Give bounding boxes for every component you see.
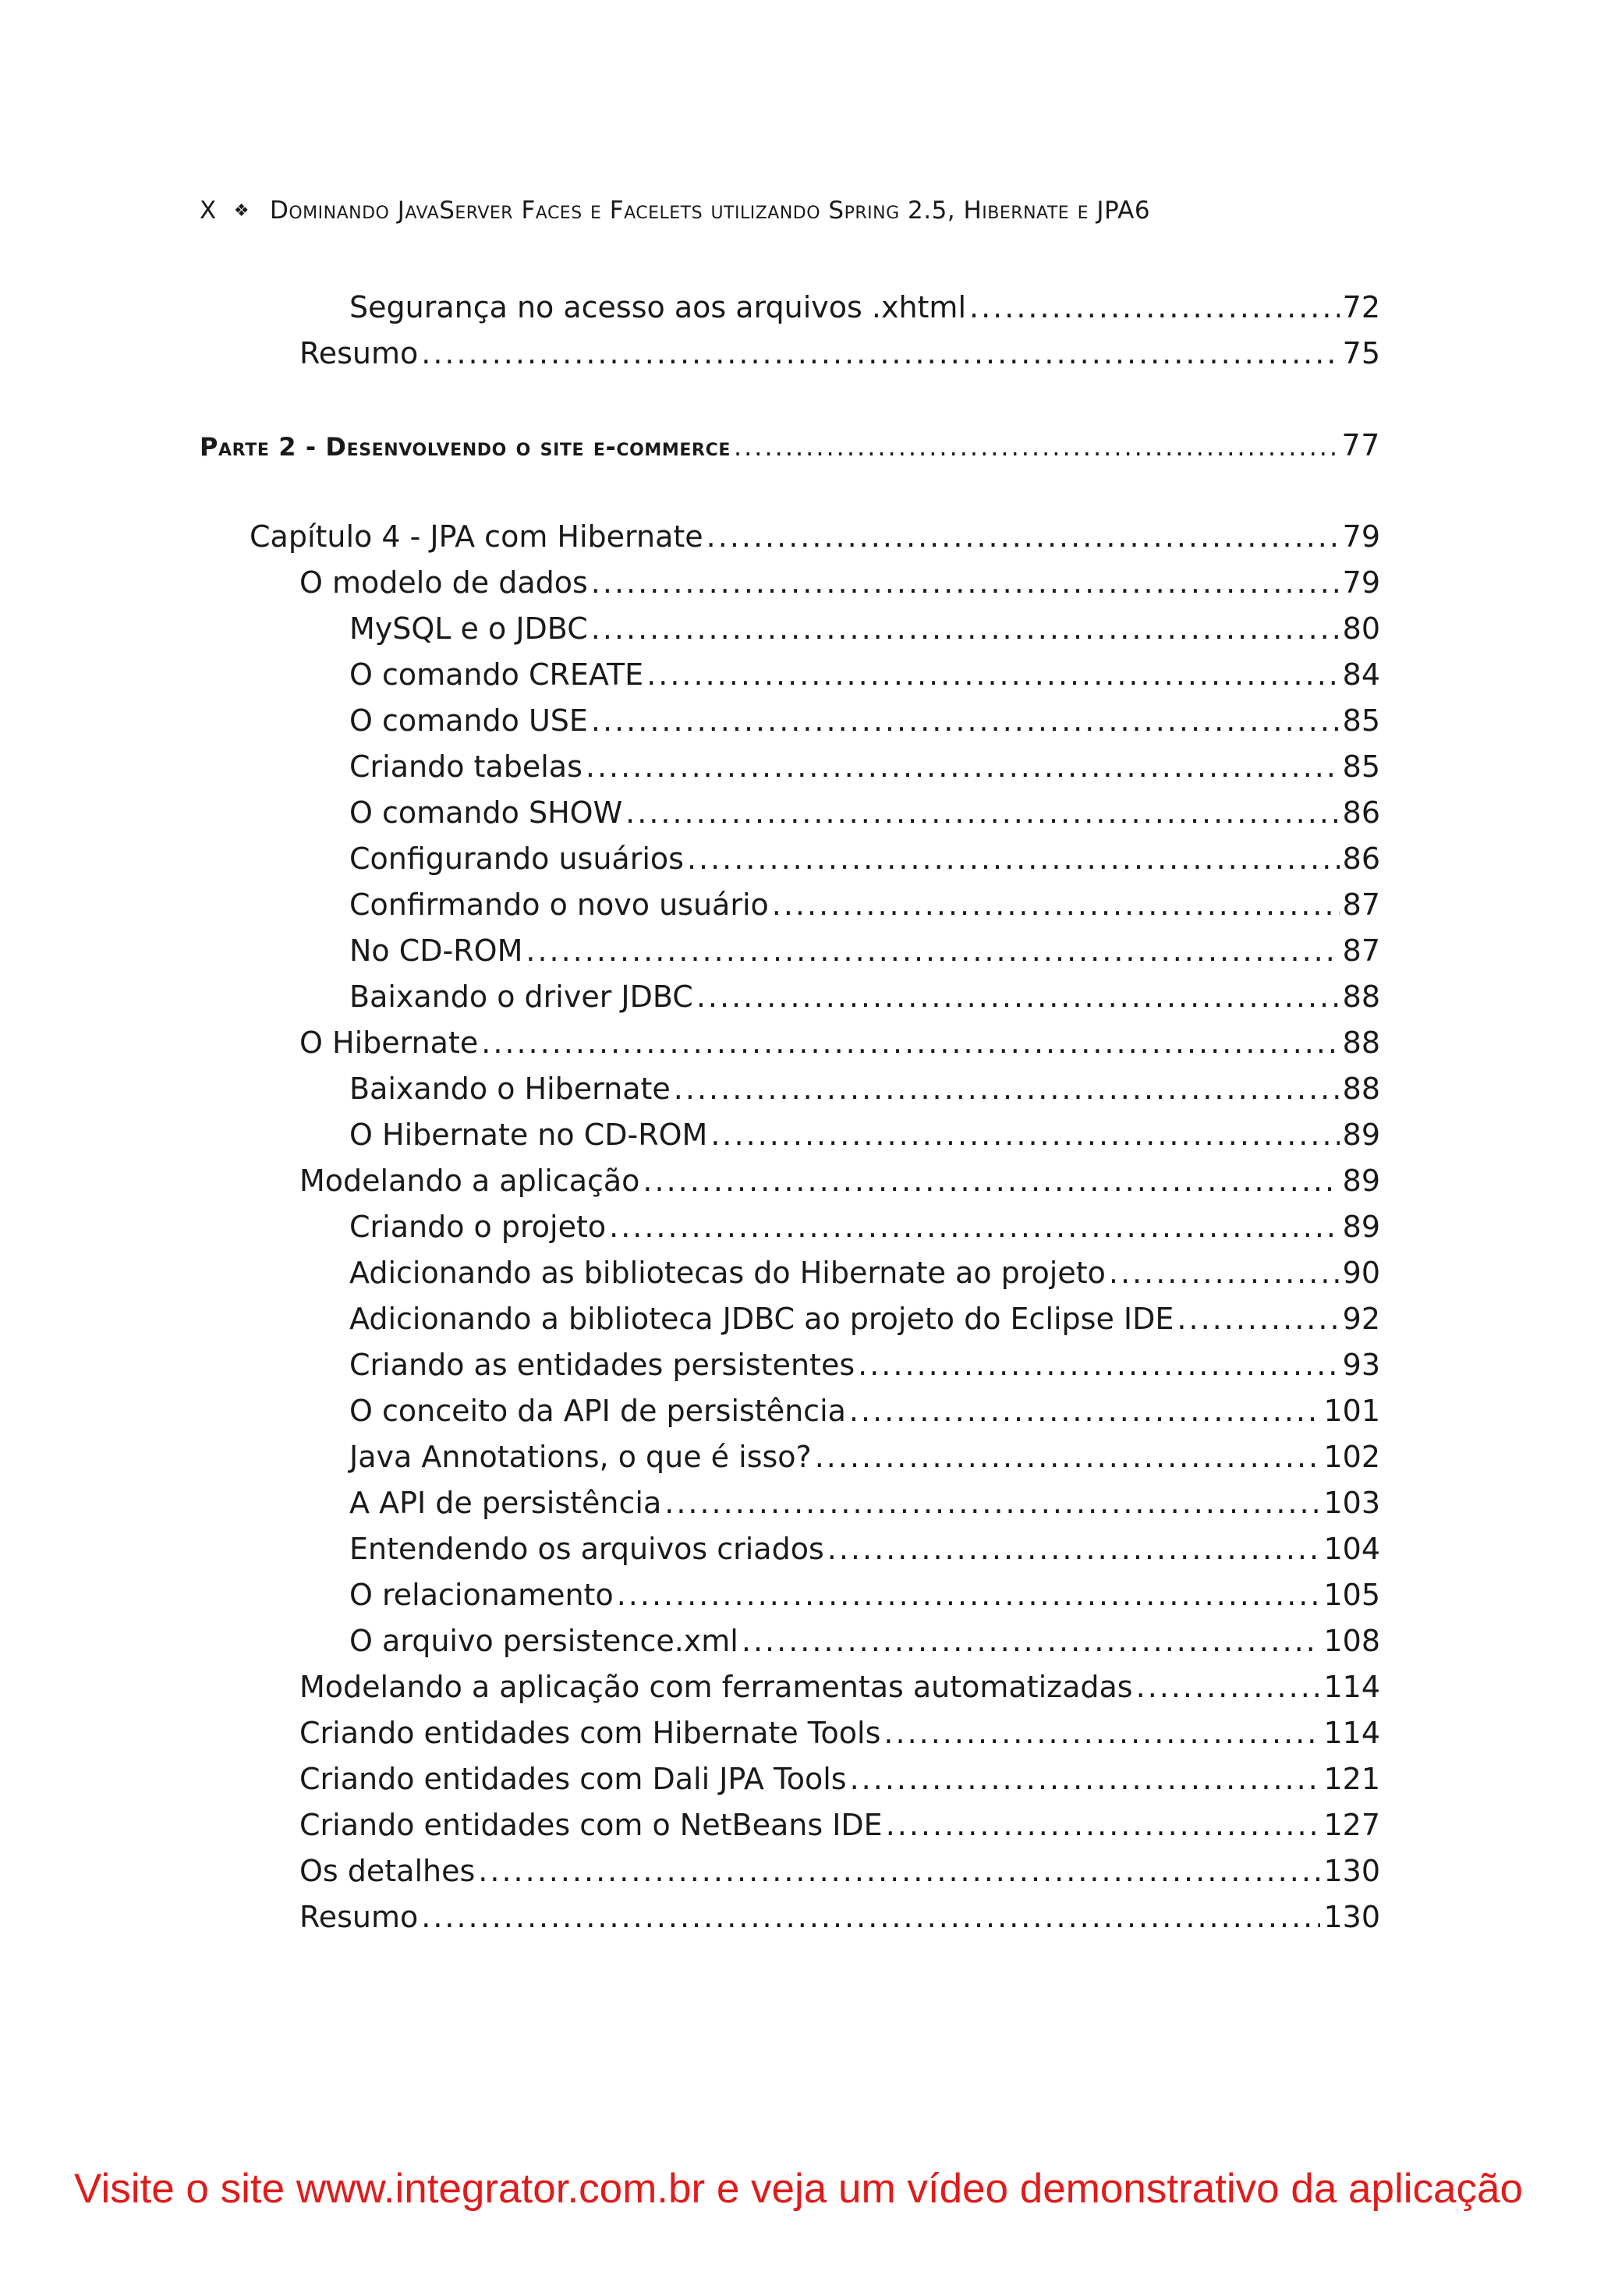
toc-part-entry	[200, 428, 1380, 467]
toc-page-number: 89	[1342, 1118, 1380, 1152]
toc-page-number: 101	[1323, 1394, 1380, 1428]
toc-dot-leader	[827, 1532, 1321, 1566]
toc-entry	[349, 657, 1380, 696]
toc-entry-title: Segurança no acesso aos arquivos .xhtml	[349, 290, 967, 324]
toc-dot-leader	[421, 1900, 1320, 1934]
toc-page-number: 121	[1323, 1762, 1380, 1796]
toc-dot-leader	[1177, 1302, 1339, 1336]
toc-entry-title: Criando tabelas	[349, 749, 582, 784]
toc-page-number: 114	[1323, 1670, 1380, 1704]
toc-entry-title: O Hibernate no CD-ROM	[349, 1118, 708, 1152]
toc-entry-title: O conceito da API de persistência	[349, 1394, 846, 1428]
toc-page-number: 102	[1323, 1440, 1380, 1474]
toc-page-number: 77	[1341, 428, 1380, 462]
toc-entry-title: Os detalhes	[299, 1854, 476, 1888]
toc-dot-leader	[772, 888, 1340, 922]
toc-entry	[299, 1716, 1380, 1755]
toc-entry-title: Confirmando o novo usuário	[349, 888, 769, 922]
toc-entry-title: O comando SHOW	[349, 795, 623, 830]
toc-entry-title: Configurando usuários	[349, 842, 684, 876]
toc-page-number: 90	[1342, 1256, 1380, 1290]
toc-page-number: 103	[1323, 1486, 1380, 1520]
toc-page-number: 104	[1323, 1532, 1380, 1566]
toc-entry-title: Adicionando as bibliotecas do Hibernate ao projeto	[349, 1256, 1106, 1290]
toc-dot-leader	[421, 336, 1339, 370]
toc-dot-leader	[591, 611, 1340, 646]
toc-page-number: 75	[1342, 336, 1380, 370]
toc-entry-title: Java Annotations, o que é isso?	[349, 1440, 812, 1474]
toc-entry	[349, 1624, 1380, 1663]
toc-entry-title: Modelando a aplicação com ferramentas automatizadas	[299, 1670, 1133, 1704]
toc-entry	[299, 565, 1380, 604]
toc-entry-title: Baixando o Hibernate	[349, 1072, 671, 1106]
toc-entry-title: O Hibernate	[299, 1026, 479, 1060]
toc-dot-leader	[526, 934, 1339, 968]
toc-page-number: 92	[1342, 1302, 1380, 1336]
toc-entry	[299, 1026, 1380, 1065]
toc-page-number: 87	[1342, 888, 1380, 922]
toc-entry-title: Resumo	[299, 1900, 419, 1934]
toc-page-number: 93	[1342, 1348, 1380, 1382]
toc-page-number: 88	[1342, 1072, 1380, 1106]
toc-entry-title: Criando entidades com o NetBeans IDE	[299, 1808, 883, 1842]
toc-page-number: 130	[1323, 1854, 1380, 1888]
toc-entry	[349, 795, 1380, 834]
toc-page-number: 86	[1342, 842, 1380, 876]
toc-entry	[299, 1762, 1380, 1801]
toc-page-number: 87	[1342, 934, 1380, 968]
toc-entry	[349, 1578, 1380, 1617]
running-header	[200, 197, 1150, 225]
toc-dot-leader	[710, 1118, 1339, 1152]
toc-entry-title: Criando entidades com Hibernate Tools	[299, 1716, 881, 1750]
toc-entry-title: A API de persistência	[349, 1486, 662, 1520]
page-marker: X	[200, 197, 217, 225]
toc-entry	[349, 611, 1380, 650]
toc-dot-leader	[664, 1486, 1320, 1520]
toc-entry	[349, 1118, 1380, 1157]
toc-entry	[349, 842, 1380, 880]
toc-entry	[349, 1348, 1380, 1387]
toc-dot-leader	[849, 1394, 1321, 1428]
toc-dot-leader	[625, 795, 1339, 830]
toc-page-number: 89	[1342, 1210, 1380, 1244]
toc-entry	[299, 1670, 1380, 1709]
toc-page-number: 88	[1342, 1026, 1380, 1060]
toc-entry	[299, 336, 1380, 375]
toc-entry	[349, 703, 1380, 742]
toc-entry-title: O modelo de dados	[299, 565, 588, 600]
toc-dot-leader	[696, 980, 1340, 1014]
toc-entry	[299, 1808, 1380, 1847]
toc-entry	[349, 1072, 1380, 1111]
toc-entry-title: Modelando a aplicação	[299, 1164, 640, 1198]
toc-entry	[349, 1440, 1380, 1479]
toc-dot-leader	[883, 1716, 1320, 1750]
toc-entry	[349, 1394, 1380, 1433]
toc-dot-leader	[734, 432, 1338, 462]
toc-dot-leader	[815, 1440, 1321, 1474]
toc-dot-leader	[617, 1578, 1321, 1612]
toc-entry	[299, 1854, 1380, 1893]
toc-entry-title: Parte 2 - Desenvolvendo o site e-commerce	[200, 432, 731, 462]
toc-page-number: 85	[1342, 703, 1380, 738]
toc-dot-leader	[478, 1854, 1320, 1888]
toc-entry	[349, 934, 1380, 973]
toc-entry	[349, 888, 1380, 927]
toc-dot-leader	[481, 1026, 1339, 1060]
toc-page-number: 84	[1342, 657, 1380, 692]
toc-entry-title: O arquivo persistence.xml	[349, 1624, 738, 1658]
toc-entry	[349, 749, 1380, 788]
toc-dot-leader	[643, 1164, 1339, 1198]
toc-entry	[299, 1164, 1380, 1203]
toc-page-number: 86	[1342, 795, 1380, 830]
toc-page-number: 108	[1323, 1624, 1380, 1658]
toc-entry	[349, 1486, 1380, 1525]
toc-page-number: 80	[1342, 611, 1380, 646]
toc-dot-leader	[687, 842, 1340, 876]
toc-page-number: 114	[1323, 1716, 1380, 1750]
toc-entry-title: Baixando o driver JDBC	[349, 980, 693, 1014]
toc-entry-title: Adicionando a biblioteca JDBC ao projeto do Eclipse IDE	[349, 1302, 1174, 1336]
toc-dot-leader	[674, 1072, 1340, 1106]
toc-entry-title: Criando o projeto	[349, 1210, 607, 1244]
toc-page-number: 79	[1342, 565, 1380, 600]
toc-entry-title: Criando as entidades persistentes	[349, 1348, 855, 1382]
toc-entry-title: Entendendo os arquivos criados	[349, 1532, 824, 1566]
toc-dot-leader	[969, 290, 1340, 324]
toc-dot-leader	[886, 1808, 1321, 1842]
toc-page-number: 79	[1342, 519, 1380, 554]
toc-dot-leader	[1136, 1670, 1321, 1704]
toc-page-number: 105	[1323, 1578, 1380, 1612]
toc-entry-title: No CD-ROM	[349, 934, 523, 968]
toc-dot-leader	[591, 565, 1340, 600]
toc-entry-title: O comando USE	[349, 703, 588, 738]
toc-dot-leader	[1109, 1256, 1340, 1290]
toc-page-number: 72	[1342, 290, 1380, 324]
toc-entry	[349, 1210, 1380, 1249]
toc-page-number: 85	[1342, 749, 1380, 784]
toc-entry	[349, 290, 1380, 329]
toc-entry-title: Resumo	[299, 336, 419, 370]
toc-entry-title: MySQL e o JDBC	[349, 611, 588, 646]
toc-entry-title: Capítulo 4 - JPA com Hibernate	[250, 519, 703, 554]
toc-page-number: 89	[1342, 1164, 1380, 1198]
toc-entry	[349, 1532, 1380, 1571]
toc-dot-leader	[586, 749, 1340, 784]
promo-link-text[interactable]: Visite o site www.integrator.com.br e veja um vídeo demonstrativo da aplicação	[74, 2166, 1523, 2212]
toc-dot-leader	[706, 519, 1340, 554]
toc-dot-leader	[646, 657, 1339, 692]
toc-page-number: 88	[1342, 980, 1380, 1014]
toc-entry	[349, 1302, 1380, 1341]
toc-entry	[349, 1256, 1380, 1295]
toc-page-number: 127	[1323, 1808, 1380, 1842]
toc-entry	[349, 980, 1380, 1019]
toc-dot-leader	[850, 1762, 1321, 1796]
toc-chapter-entry	[250, 519, 1380, 558]
toc-page-number: 130	[1323, 1900, 1380, 1934]
toc-entry-title: O comando CREATE	[349, 657, 644, 692]
diamond-bullet-icon: ❖	[233, 201, 250, 221]
toc-dot-leader	[609, 1210, 1340, 1244]
toc-dot-leader	[858, 1348, 1340, 1382]
toc-entry-title: Criando entidades com Dali JPA Tools	[299, 1762, 847, 1796]
toc-entry-title: O relacionamento	[349, 1578, 614, 1612]
toc-dot-leader	[742, 1624, 1321, 1658]
book-title: Dominando JavaServer Faces e Facelets utilizando Spring 2.5, Hibernate e JPA6	[269, 197, 1151, 225]
toc-entry	[299, 1900, 1380, 1939]
toc-dot-leader	[591, 703, 1340, 738]
